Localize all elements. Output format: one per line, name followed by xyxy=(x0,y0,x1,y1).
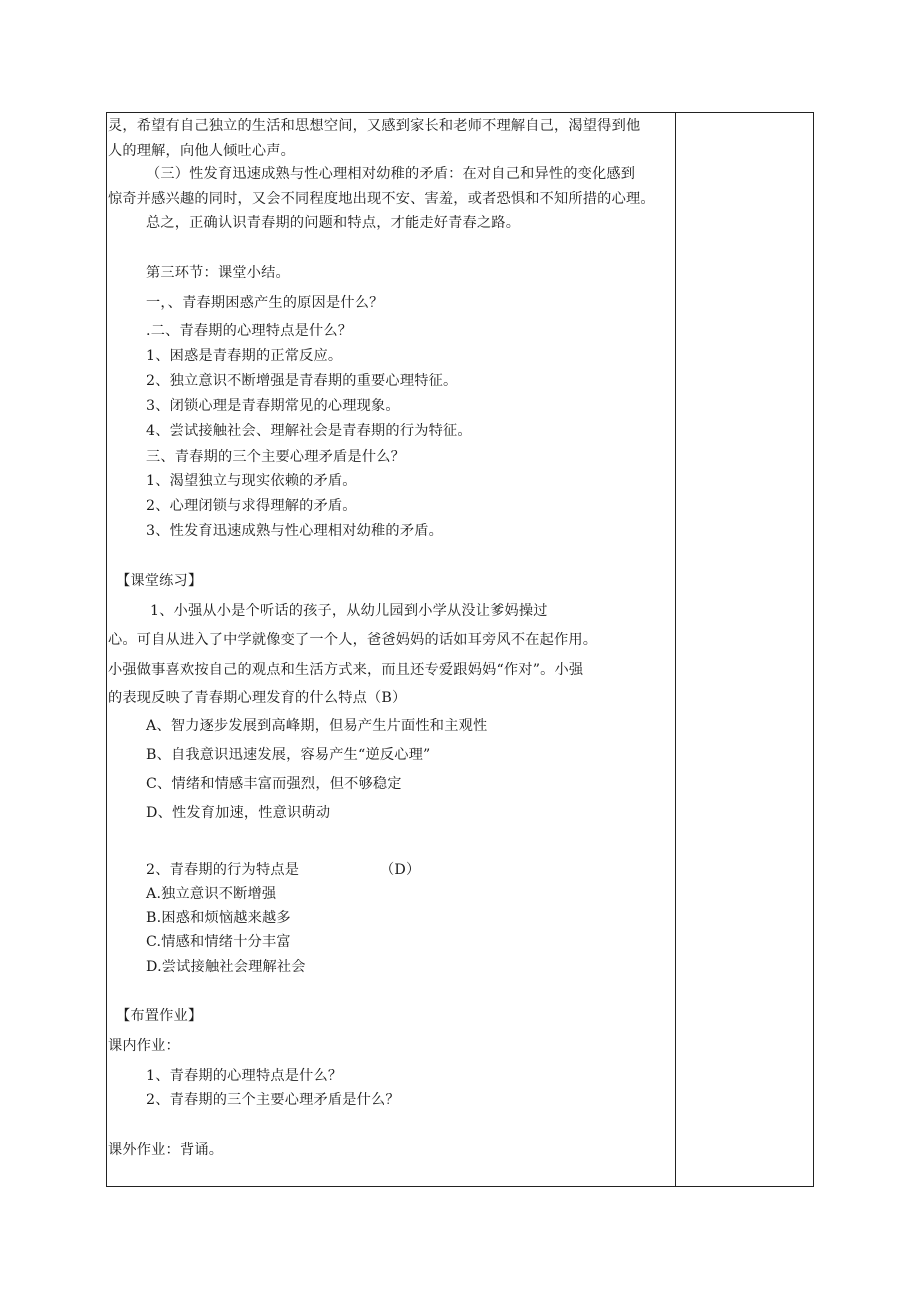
option: B、自我意识迅速发展，容易产生“逆反心理” xyxy=(146,747,431,763)
outside-homework: 课外作业：背诵。 xyxy=(108,1142,224,1158)
section-heading: 第三环节：课堂小结。 xyxy=(146,265,290,281)
inclass-label: 课内作业： xyxy=(108,1038,180,1054)
list-item: 1、青春期的心理特点是什么？ xyxy=(146,1068,343,1084)
answer: （D） xyxy=(380,862,421,878)
list-item: 3、性发育迅速成熟与性心理相对幼稚的矛盾。 xyxy=(146,523,443,539)
list-item: 4、尝试接触社会、理解社会是青春期的行为特征。 xyxy=(146,423,472,439)
list-item: 2、青春期的三个主要心理矛盾是什么？ xyxy=(146,1092,400,1108)
paragraph-line: 人的理解，向他人倾吐心声。 xyxy=(108,143,296,159)
question-line: 小强做事喜欢按自己的观点和生活方式来，而且还专爱跟妈妈“作对”。小强 xyxy=(108,662,584,678)
question: 三、青春期的三个主要心理矛盾是什么？ xyxy=(146,449,405,465)
option: A、智力逐步发展到高峰期，但易产生片面性和主观性 xyxy=(146,718,488,734)
paragraph-line: 灵，希望有自己独立的生活和思想空间，又感到家长和老师不理解自己，渴望得到他 xyxy=(108,118,641,134)
question-stem: 2、青春期的行为特点是 xyxy=(146,862,300,878)
option: C.情感和情绪十分丰富 xyxy=(146,934,291,950)
practice-heading: 【课堂练习】 xyxy=(116,573,203,589)
list-item: 2、独立意识不断增强是青春期的重要心理特征。 xyxy=(146,373,458,389)
question-line: 的表现反映了青春期心理发育的什么特点（B） xyxy=(108,690,407,706)
column-divider xyxy=(675,112,676,1187)
question-line: 1、小强从小是个听话的孩子，从幼儿园到小学从没让爹妈操过 xyxy=(150,603,548,619)
list-item: 3、闭锁心理是青春期常见的心理现象。 xyxy=(146,398,400,414)
option: D、性发育加速，性意识萌动 xyxy=(146,805,331,821)
list-item: 1、渴望独立与现实依赖的矛盾。 xyxy=(146,473,357,489)
paragraph-line: 总之，正确认识青春期的问题和特点，才能走好青春之路。 xyxy=(146,215,521,231)
question: 一，、青春期困惑产生的原因是什么？ xyxy=(146,295,384,311)
option: B.困惑和烦恼越来越多 xyxy=(146,910,291,926)
paragraph-line: （三）性发育迅速成熟与性心理相对幼稚的矛盾：在对自己和异性的变化感到 xyxy=(146,166,636,182)
option: D.尝试接触社会理解社会 xyxy=(146,959,306,975)
homework-heading: 【布置作业】 xyxy=(116,1008,203,1024)
list-item: 2、心理闭锁与求得理解的矛盾。 xyxy=(146,498,357,514)
option: C、情绪和情感丰富而强烈，但不够稳定 xyxy=(146,776,402,792)
question-line: 心。可自从进入了中学就像变了一个人，爸爸妈妈的话如耳旁风不在起作用。 xyxy=(108,632,598,648)
paragraph-line: 惊奇并感兴趣的同时，又会不同程度地出现不安、害羞，或者恐惧和不知所措的心理。 xyxy=(108,191,655,207)
option: A.独立意识不断增强 xyxy=(146,886,277,902)
list-item: 1、困惑是青春期的正常反应。 xyxy=(146,348,343,364)
question: .二、青春期的心理特点是什么？ xyxy=(146,323,353,339)
